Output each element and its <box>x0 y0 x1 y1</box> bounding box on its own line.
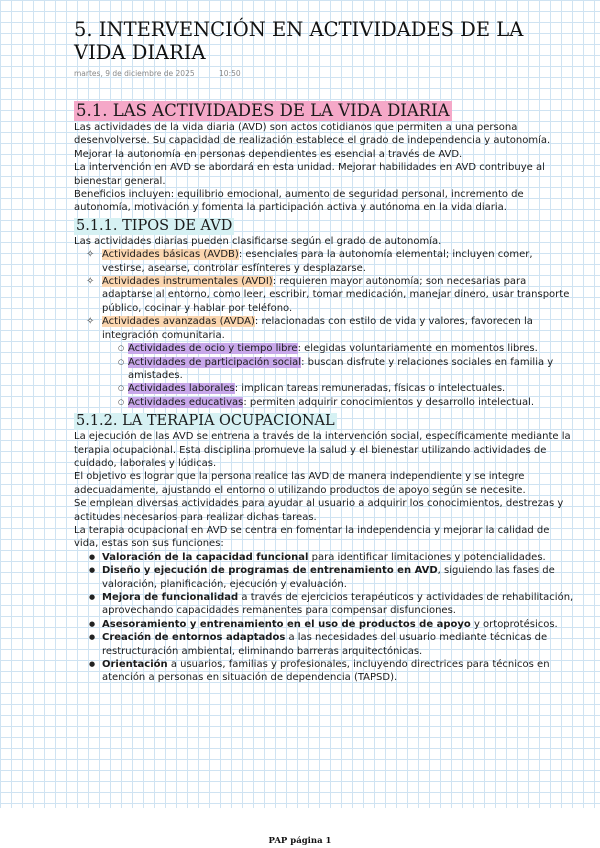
highlighted-term: Actividades educativas <box>128 396 244 408</box>
list-item-text: y ortoprotésicos. <box>470 618 558 630</box>
paragraph: Las actividades diarias pueden clasificarse según el grado de autonomía. <box>74 235 442 247</box>
list-item-text: a las necesidades del usuario mediante técnicas de restructuración ambiental, eliminando barreras arquitectónicas. <box>102 632 548 657</box>
paragraph: El objetivo es lograr que la persona realice las AVD de manera independiente y se integre adecuadamente, ajustando el entorno o utilizando productos de apoyo según se necesite. <box>74 471 526 496</box>
diamond-bullet-icon: ✧ <box>86 249 95 261</box>
list-item <box>74 631 574 658</box>
bold-term: Diseño y ejecución de programas de entrenamiento en AVD <box>102 565 438 577</box>
list-item-text: : implican tareas remuneradas, físicas o intelectuales. <box>234 383 506 395</box>
note-date: martes, 9 de diciembre de 2025 <box>74 69 195 78</box>
highlighted-term: Actividades de ocio y tiempo libre <box>128 343 298 355</box>
avd-types-list <box>74 248 574 409</box>
list-item <box>74 618 574 631</box>
circle-bullet-icon: ● <box>89 566 96 575</box>
section-heading-5-1-2: 5.1.2. LA TERAPIA OCUPACIONAL <box>76 413 335 430</box>
list-item-text: para identificar limitaciones y potencialidades. <box>308 551 546 563</box>
circle-bullet-icon: ○ <box>118 344 125 353</box>
bold-term: Orientación <box>102 659 168 671</box>
list-item-text: : elegidas voluntariamente en momentos libres. <box>297 343 538 355</box>
bold-term: Creación de entornos adaptados <box>102 632 286 644</box>
bold-term: Valoración de la capacidad funcional <box>102 551 309 563</box>
circle-bullet-icon: ● <box>89 660 96 669</box>
highlighted-term: Actividades avanzadas (AVDA) <box>102 316 255 328</box>
paragraph: La ejecución de las AVD se entrena a través de la intervención social, específicamente mediante la terapia ocupacional. Esta disciplina promueve la salud y el bienestar utilizando actividades de cuidado, laborales y lúdicas. <box>74 431 571 469</box>
list-item <box>74 382 574 395</box>
page-title: 5. INTERVENCIÓN EN ACTIVIDADES DE LA VIDA DIARIA <box>74 18 524 64</box>
list-item-text: a través de ejercicios terapéuticos y actividades de rehabilitación, aprovechando capacidades remanentes para compensar disfunciones. <box>102 592 574 617</box>
list-item-text: : permiten adquirir conocimientos y desarrollo intelectual. <box>243 396 535 408</box>
list-item <box>74 356 574 383</box>
note-metadata <box>74 69 574 87</box>
list-item <box>74 591 574 618</box>
circle-bullet-icon: ● <box>89 552 96 561</box>
list-item-text: : esenciales para la autonomía elemental; incluyen comer, vestirse, asearse, controlar esfínteres y desplazarse. <box>102 249 533 274</box>
highlighted-term: Actividades instrumentales (AVDI) <box>102 276 273 288</box>
paragraph: Se emplean diversas actividades para ayudar al usuario a adquirir los conocimientos, destrezas y actitudes necesarios para realizar dichas tareas. <box>74 498 564 523</box>
paragraph: Las actividades de la vida diaria (AVD) son actos cotidianos que permiten a una persona desenvolverse. Su capacidad de realización establece el grado de independencia y autonomía. Mejorar la autonomía en personas dependientes es esencial a través de AVD. <box>74 122 551 160</box>
circle-bullet-icon: ● <box>89 593 96 601</box>
list-item <box>74 551 574 564</box>
diamond-bullet-icon: ✧ <box>86 276 95 288</box>
list-item-text: : requieren mayor autonomía; son necesarias para adaptarse al entorno, como leer, escribir, tomar medicación, manejar dinero, usar transporte público, cocinar y hablar por teléfono. <box>102 276 570 314</box>
highlighted-term: Actividades de participación social <box>128 356 302 368</box>
diamond-bullet-icon: ✧ <box>86 316 95 328</box>
page-footer: PAP página 1 <box>268 836 332 846</box>
list-item-text: a usuarios, familias y profesionales, incluyendo directrices para técnicos en atención a personas en situación de dependencia (TAPSD). <box>102 659 550 684</box>
bold-term: Mejora de funcionalidad <box>102 592 239 603</box>
circle-bullet-icon: ○ <box>118 357 125 366</box>
section-heading-5-1: 5.1. LAS ACTIVIDADES DE LA VIDA DIARIA <box>76 101 450 120</box>
highlighted-term: Actividades laborales <box>128 383 235 395</box>
list-item-text: , siguiendo las fases de valoración, planificación, ejecución y evaluación. <box>102 565 555 590</box>
circle-bullet-icon: ○ <box>118 384 125 393</box>
paragraph: La terapia ocupacional en AVD se centra en fomentar la independencia y mejorar la calidad de vida, estas son sus funciones: <box>74 524 550 550</box>
note-time: 10:50 <box>219 69 241 78</box>
list-item <box>74 564 574 591</box>
circle-bullet-icon: ● <box>89 619 96 628</box>
list-item-text: : buscan disfrute y relaciones sociales en familia y amistades. <box>128 356 554 381</box>
list-item <box>74 342 574 355</box>
paragraph: Beneficios incluyen: equilibrio emocional, aumento de seguridad personal, incremento de autonomía, motivación y fomenta la participación activa y autónoma en la vida diaria. <box>74 189 524 214</box>
list-item-text: : relacionadas con estilo de vida y valores, favorecen la integración comunitaria. <box>102 316 533 341</box>
list-item <box>74 248 574 275</box>
list-item <box>74 275 574 315</box>
functions-list <box>74 551 574 685</box>
list-item <box>74 396 574 409</box>
highlighted-term: Actividades básicas (AVDB) <box>102 249 239 261</box>
paragraph: La intervención en AVD se abordará en esta unidad. Mejorar habilidades en AVD contribuye al bienestar general. <box>74 162 545 187</box>
list-item <box>74 658 574 685</box>
circle-bullet-icon: ● <box>89 633 96 642</box>
list-item <box>74 315 574 409</box>
note-content <box>74 18 574 685</box>
advanced-activities-list <box>74 342 574 409</box>
bold-term: Asesoramiento y entrenamiento en el uso de productos de apoyo <box>102 618 471 630</box>
section-heading-5-1-1: 5.1.1. TIPOS DE AVD <box>76 217 233 234</box>
circle-bullet-icon: ○ <box>118 397 125 406</box>
